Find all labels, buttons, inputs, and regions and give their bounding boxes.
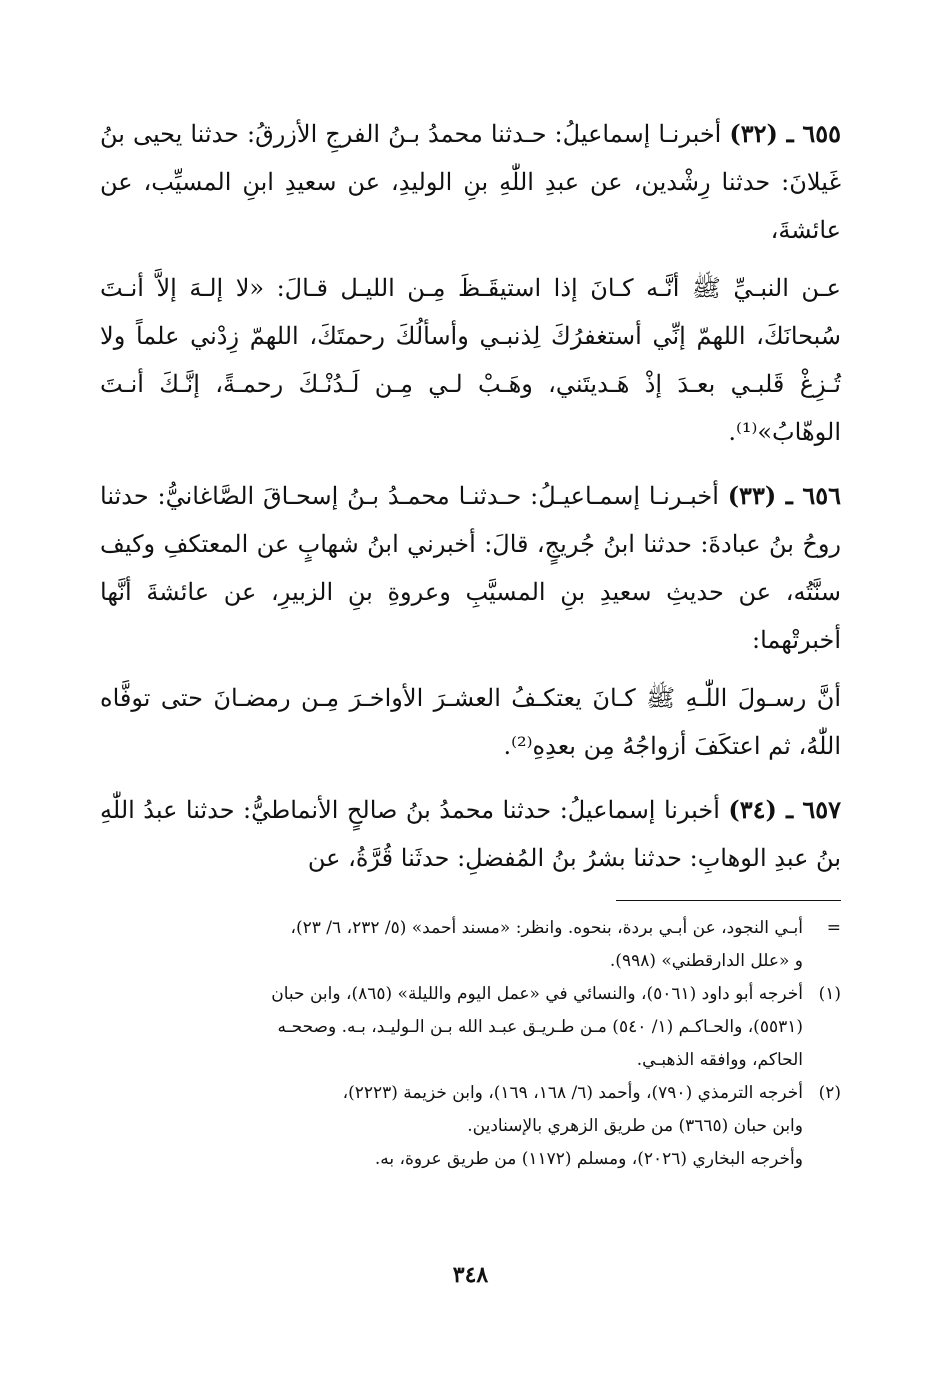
footnote-line: الحاكم، ووافقه الذهبـي. [636, 1050, 803, 1070]
hadith-isnad [100, 786, 841, 882]
isnad-text: أخبرنـا إسماعيلُ: حـدثنا محمدُ بـنُ الفرجِ الأزرقُ: حدثنا يحيى بنُ غَيلانَ: حدثنا رِشْدين، عن عبدِ اللّٰهِ بنِ الوليدِ، عن سعيدِ ابنِ المسيِّب، عن عائشةَ، [100, 120, 841, 244]
hadith-number: ٦٥٧ ـ (٣٤) [728, 795, 841, 824]
hadith-isnad [100, 110, 841, 254]
footnote-mark: (١) [818, 984, 841, 1004]
hadith-657 [100, 786, 841, 882]
footnote-body [100, 1077, 803, 1176]
footnote-1 [100, 978, 841, 1077]
hadith-number: ٦٥٦ ـ (٣٣) [727, 481, 841, 510]
main-text [100, 110, 841, 898]
footnote-mark: = [826, 918, 841, 938]
footnote-mark: (٢) [818, 1083, 841, 1103]
footnote-body [100, 912, 803, 978]
footnotes [100, 912, 841, 1176]
footnote-line: أبـي النجود، عن أبـي بردة، بنحوه. وانظر: «مسند أحمد» (٥/ ٢٣٢، ٦/ ٢٣)، [290, 918, 803, 938]
hadith-matn: عـن النبـيِّ ﷺ أنَّـه كـانَ إذا استيقَـظَ مِـن الليـل قـالَ: «لا إلـهَ إلاَّ أنـتَ سُبحانَكَ، اللهمّ إنِّي أستغفرُكَ لِذنبـي وأسألُكَ رحمتَكَ، اللهمّ زِدْني علماً ولا تُـزِغْ قَلبـي بعـدَ إذْ هَـديتَني، وهَـبْ لـي مِـن لَـدُنْـكَ رحمـةً، إنَّـكَ أنـتَ الوهّابُ»⁽¹⁾. [100, 274, 841, 446]
footnote-line: أخرجه الترمذي (٧٩٠)، وأحمد (٦/ ١٦٨، ١٦٩)، وابن خزيمة (٢٢٢٣)، [342, 1083, 803, 1103]
isnad-text: أخبرنا إسماعيلُ: حدثنا محمدُ بنُ صالحٍ الأنماطيُّ: حدثنا عبدُ اللّٰهِ بنُ عبدِ الوهابِ: حدثنا بشرُ بنُ المُفضلِ: حدثَنا قُرَّةُ، عن [100, 796, 841, 872]
footnote-body [100, 978, 803, 1077]
footnote-line: وابن حبان (٣٦٦٥) من طريق الزهري بالإسنادين. [467, 1116, 803, 1136]
footnote-line: وأخرجه البخاري (٢٠٢٦)، ومسلم (١١٧٢) من طريق عروة، به. [374, 1149, 803, 1169]
hadith-matn: أنَّ رسـولَ اللّٰـهِ ﷺ كـانَ يعتكـفُ العشـرَ الأواخـرَ مِـن رمضـانَ حتى توفَّاه اللّٰهُ، ثم اعتكَفَ أزواجُهُ مِن بعدِهِ⁽²⁾. [100, 684, 842, 760]
hadith-isnad [100, 472, 841, 664]
footnote-continued [100, 912, 841, 978]
footnote-line: (٥٥٣١)، والحـاكـم (١/ ٥٤٠) مـن طـريـق عبـد الله بـن الـوليـد، بـه. وصححـه [277, 1017, 803, 1037]
footnote-line: أخرجه أبو داود (٥٠٦١)، والنسائي في «عمل اليوم والليلة» (٨٦٥)، وابن حبان [271, 984, 803, 1004]
hadith-number: ٦٥٥ ـ (٣٢) [729, 119, 841, 148]
hadith-656 [100, 472, 841, 770]
footnote-2 [100, 1077, 841, 1176]
footnote-line: و «علل الدارقطني» (٩٩٨). [609, 951, 803, 971]
isnad-text: أخبـرنـا إسمـاعيـلُ: حـدثنـا محمـدُ بـنُ إسحـاقَ الصَّاغانيُّ: حدثنا روحُ بنُ عبادةَ: حدثنا ابنُ جُريجٍ، قالَ: أخبرني ابنُ شهابٍ عن المعتكفِ وكيف سنَّتُه، عن حديثِ سعيدِ بنِ المسيَّبِ وعروةِ بنِ الزبيرِ، عن عائشةَ أنَّها أخبرتْهما: [100, 482, 841, 654]
footnote-divider [616, 900, 841, 901]
hadith-655 [100, 110, 841, 456]
page-number: ٣٤٨ [452, 1262, 489, 1288]
